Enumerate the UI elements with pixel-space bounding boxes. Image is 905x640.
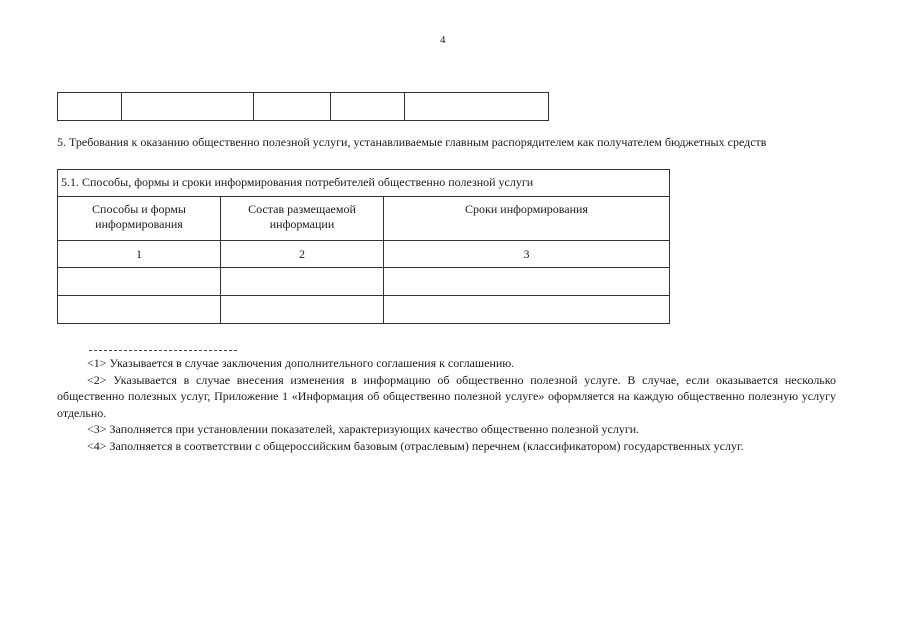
table-cell	[221, 296, 384, 324]
table-header-row	[58, 197, 670, 241]
table-cell	[254, 93, 331, 121]
footnote-4: <4> Заполняется в соответствии с общероссийским базовым (отраслевым) перечнем (классификатором) государственных услуг.	[87, 438, 744, 453]
footnotes	[57, 355, 836, 454]
table-cell	[384, 268, 670, 296]
column-header-content: Состав размещаемой информации	[221, 197, 384, 241]
column-number: 1	[58, 241, 221, 268]
page-number: 4	[440, 34, 446, 46]
column-number-row	[58, 241, 670, 268]
footnote-1: <1> Указывается в случае заключения дополнительного соглашения к соглашению.	[87, 356, 515, 370]
footnote-2: <2> Указывается в случае внесения изменения в информацию об общественно полезной услуге. В случае, если оказывается несколько общественно полезных услуг, Приложение 1 «Информация об общественно полезной услуге» оформляется на каждую общественно полезную услугу отдельно.	[57, 372, 836, 420]
table-cell	[384, 296, 670, 324]
footnote-3: <3> Заполняется при установлении показателей, характеризующих качество общественно полезной услуги.	[87, 422, 640, 436]
section-heading: 5. Требования к оказанию общественно полезной услуги, устанавливаемые главным распорядителем как получателем бюджетных средств	[57, 135, 767, 149]
column-number: 3	[384, 241, 670, 268]
table-caption: 5.1. Способы, формы и сроки информирования потребителей общественно полезной услуги	[58, 170, 670, 197]
information-methods-table	[57, 169, 670, 324]
column-header-methods: Способы и формы информирования	[58, 197, 221, 241]
table-cell	[58, 268, 221, 296]
table-row	[58, 93, 549, 121]
table-cell	[58, 93, 122, 121]
table-caption-row	[58, 170, 670, 197]
table-cell	[122, 93, 254, 121]
table-cell	[58, 296, 221, 324]
continuation-table	[57, 92, 549, 121]
table-cell	[331, 93, 405, 121]
footnote-separator	[89, 350, 237, 351]
column-header-deadlines: Сроки информирования	[384, 197, 670, 241]
column-number: 2	[221, 241, 384, 268]
table-cell	[405, 93, 549, 121]
table-row	[58, 296, 670, 324]
table-row	[58, 268, 670, 296]
table-cell	[221, 268, 384, 296]
